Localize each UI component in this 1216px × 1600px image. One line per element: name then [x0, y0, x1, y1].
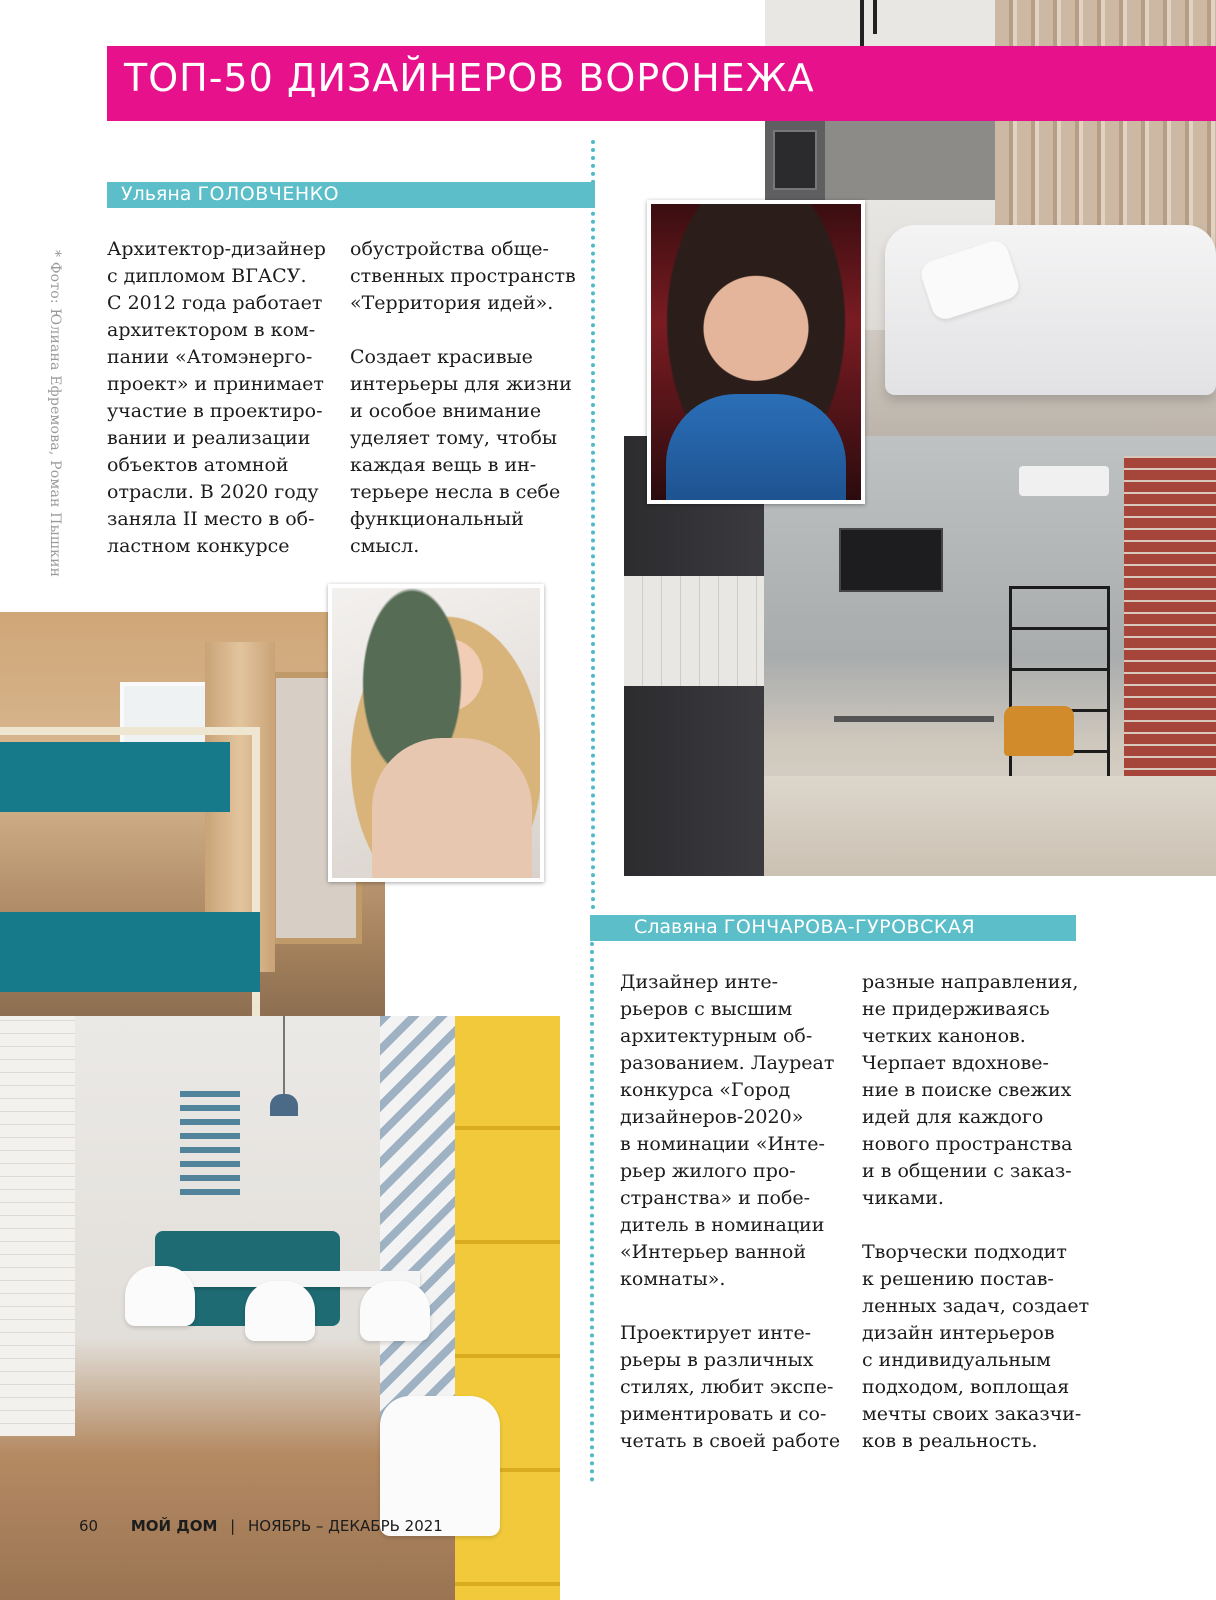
designer2-text-column1: [620, 969, 860, 1455]
designer2-last-name: ГОНЧАРОВА-ГУРОВСКАЯ: [723, 916, 976, 938]
designer2-paragraph: Дизайнер инте- рьеров с высшим архитектурным об- разованием. Лауреат конкурса «Город дизайнеров-2020» в номинации «Инте- рьер жилого про- странства» и побе- дитель в номинации «Интерьер ванной комнаты».: [620, 971, 835, 1290]
designer1-last-name: ГОЛОВЧЕНКО: [197, 183, 340, 205]
dining-room-photo: [0, 1016, 560, 1600]
page-title: ТОП-50 ДИЗАЙНЕРОВ ВОРОНЕЖА: [124, 56, 815, 100]
dotted-divider-top: [591, 140, 595, 910]
portrait-ulyana-golovchenko: [647, 200, 865, 504]
magazine-name: МОЙ ДОМ: [130, 1517, 218, 1535]
designer2-paragraph: Проектирует инте- рьеры в различных стилях, любит экспе- риментировать и со- четать в своей работе: [620, 1322, 841, 1452]
designer1-text-column1: [107, 236, 337, 560]
designer1-name: [121, 183, 339, 205]
designer1-first-name: Ульяна: [121, 183, 192, 205]
photo-credit: * Фото: Юлиана Ефремова, Роман Пышкин: [47, 250, 63, 578]
issue-date: НОЯБРЬ – ДЕКАБРЬ 2021: [248, 1517, 443, 1535]
designer2-first-name: Славяна: [634, 916, 718, 938]
dotted-divider-bottom: [590, 934, 594, 1482]
page-number: 60: [79, 1517, 99, 1535]
designer1-text-column2: [350, 236, 590, 560]
designer2-paragraph: Творчески подходит к решению постав- ленных задач, создает дизайн интерьеров с индивидуальным подходом, воплощая мечты своих заказчи- ков в реальность.: [862, 1241, 1090, 1452]
designer2-paragraph: разные направления, не придерживаясь четких канонов. Черпает вдохнове- ние в поиске свежих идей для каждого нового пространства и в общении с заказ- чиками.: [862, 971, 1079, 1209]
designer2-name: [634, 916, 975, 938]
designer1-paragraph: Архитектор-дизайнер с дипломом ВГАСУ. С 2012 года работает архитектором в ком- пании «Атомэнерго- проект» и принимает участие в проектиро- вании и реализации объектов атомной отрасли. В 2020 году заняла II место в об- ластном конкурсе: [107, 238, 326, 557]
footer-separator: |: [230, 1517, 236, 1535]
designer1-paragraph: обустройства обще- ственных пространств «Территория идей».: [350, 238, 576, 314]
designer2-text-column2: [862, 969, 1102, 1455]
page-footer: [79, 1517, 443, 1535]
designer1-paragraph: Создает красивые интерьеры для жизни и особое внимание уделяет тому, чтобы каждая вещь в ин- терьере несла в себе функциональный смысл.: [350, 346, 572, 557]
portrait-slavyana-goncharova-gurovskaya: [328, 584, 544, 882]
